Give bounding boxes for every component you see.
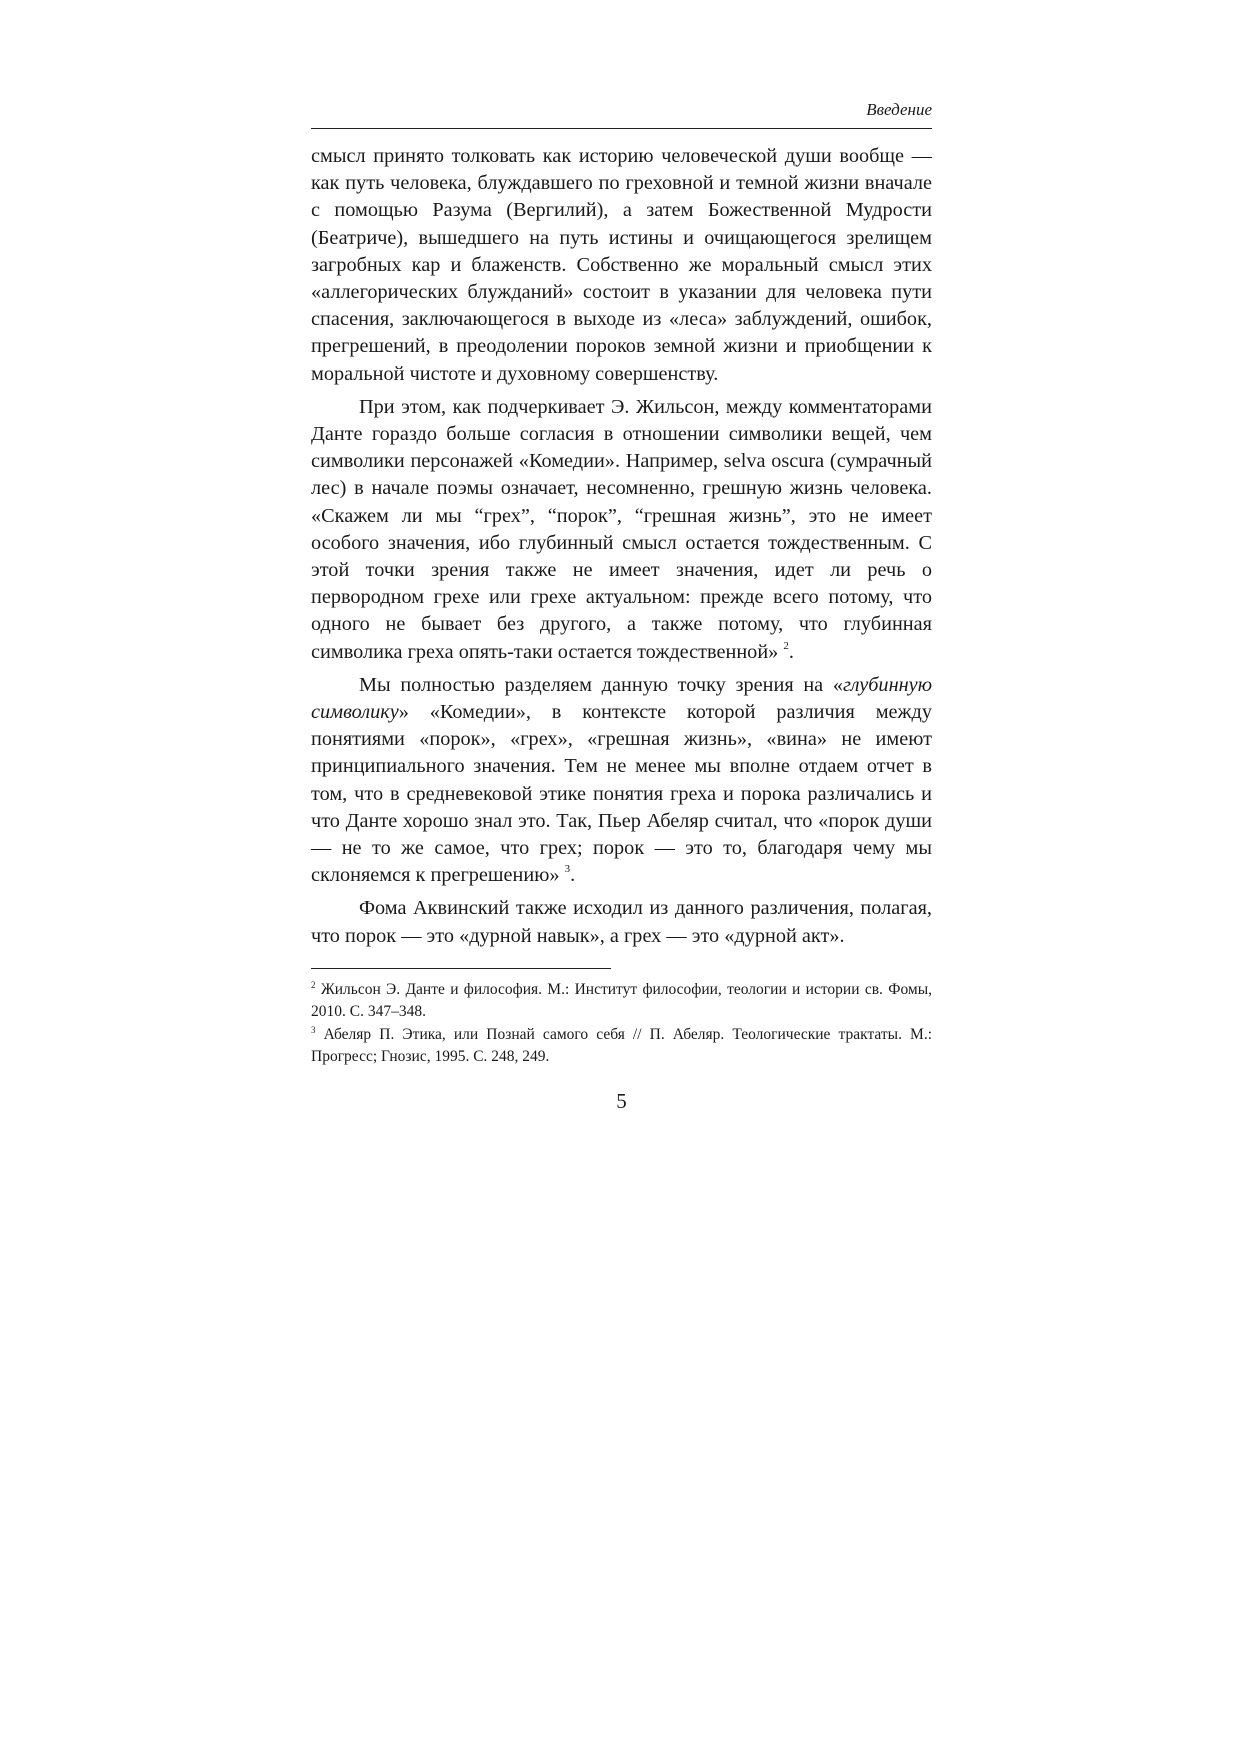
paragraph [311, 143, 932, 388]
paragraph [311, 394, 932, 666]
body-text [311, 143, 932, 950]
book-page [311, 96, 932, 1115]
paragraph-text: . [788, 640, 794, 663]
footnote-text: Жильсон Э. Данте и философия. М.: Институт философии, теологии и истории св. Фомы, 2010. С. 347–348. [311, 980, 933, 1021]
paragraph [311, 895, 932, 949]
paragraph-text: Мы полностью разделяем данную точку зрения на « [359, 673, 843, 696]
paragraph-text: Фома Аквинский также исходил из данного различения, полагая, что порок — это «дурной навык», а грех — это «дурной акт». [311, 897, 932, 947]
paragraph-text: . [570, 864, 576, 887]
footnote-divider [311, 968, 611, 969]
footnote [311, 1024, 932, 1069]
paragraph-text: При этом, как подчеркивает Э. Жильсон, между комментаторами Данте гораздо больше согласия в отношении символики вещей, чем символики персонажей «Комедии». Например, selva oscura (сумрачный лес) в начале поэмы означает, несомненно, грешную жизнь человека. «Скажем ли мы “грех”, “порок”, “грешная жизнь”, это не имеет особого значения, ибо глубинный смысл остается тождественным. С этой точки зрения также не имеет значения, идет ли речь о первородном грехе или грехе актуальном: прежде всего потому, что одного не бывает без другого, а также потому, что глубинная символика греха опять-таки остается тождественной» [311, 395, 932, 663]
footnote [311, 979, 932, 1024]
footnotes [311, 979, 932, 1069]
paragraph-text: » «Комедии», в контексте которой различия между понятиями «порок», «грех», «грешная жизнь», «вина» не имеют принципиального значения. Тем не менее мы вполне отдаем отчет в том, что в средневековой этике понятия греха и порока различались и что Данте хорошо знал это. Так, Пьер Абеляр считал, что «порок души — не то же самое, что грех; порок — это то, благодаря чему мы склоняемся к прегрешению» [311, 701, 932, 887]
paragraph-emphasis: глубинную символику [311, 673, 932, 724]
footnote-ref: 3 [564, 863, 571, 876]
footnote-number: 3 [311, 1024, 316, 1035]
paragraph [311, 672, 932, 890]
paragraph-text: смысл принято толковать как историю человеческой души вообще — как путь человека, блуждавшего по греховной и темной жизни вначале с помощью Разума (Вергилий), а затем Божественной Мудрости (Беатриче), вышедшего на путь истины и очищающегося зрелищем загробных кар и блаженств. Собственно же моральный смысл этих «аллегорических блужданий» состоит в указании для человека пути спасения, заключающегося в выходе из «леса» заблуждений, ошибок, прегрешений, в преодолении пороков земной жизни и приобщении к моральной чистоте и духовному совершенству. [311, 145, 932, 385]
running-head: Введение [311, 96, 932, 129]
page-number: 5 [616, 1088, 627, 1113]
footnote-text: Абеляр П. Этика, или Познай самого себя // П. Абеляр. Теологические трактаты. М.: Прогресс; Гнозис, 1995. С. 248, 249. [311, 1025, 932, 1066]
footnote-number: 2 [311, 979, 316, 990]
footnote-ref: 2 [783, 639, 789, 652]
